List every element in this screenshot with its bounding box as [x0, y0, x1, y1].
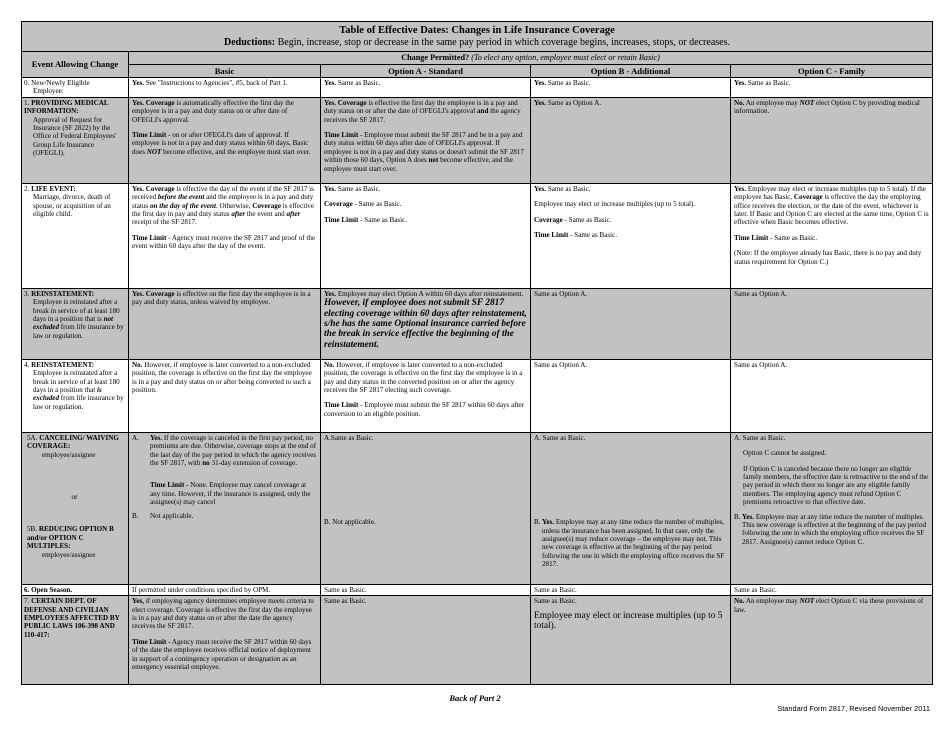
table-row [22, 97, 933, 183]
option-a-cell: A.Same as Basic. B. Not applicable. [321, 432, 531, 584]
table-row [22, 183, 933, 288]
header-basic: Basic [129, 65, 321, 78]
option-a-cell: Same as Basic. [321, 584, 531, 595]
event-cell: 0. New/Newly Eligible Employee: [22, 78, 129, 98]
table-row [22, 78, 933, 98]
basic-cell: If permitted under conditions specified by OPM. [129, 584, 321, 595]
basic-cell: A. Yes. If the coverage is canceled in the first pay period, no premiums are due. Otherwise, coverage stops at the end of the last day of the pay period in which the agency receives the SF 2817, with no 31-day extension of coverage. Time Limit - None. Employee may cancel coverage at any time. However, if the insurance is assigned, only the assignee(s) may cancel B. Not applicable. [129, 432, 321, 584]
basic-cell: Yes. Coverage is effective on the first day the employee is in a pay and duty status, unless waived by employee. [129, 288, 321, 359]
deductions-line: Deductions: Begin, increase, stop or decrease in the same pay period in which coverage begins, increases, stops, or decreases. [224, 37, 730, 48]
event-cell: 3. REINSTATEMENT: Employee is reinstated after a break in service of at least 180 days in a position that is not excluded from life insurance by law or regulation. [22, 288, 129, 359]
option-c-cell: Same as Option A. [731, 359, 933, 432]
header-option-b: Option B - Additional [531, 65, 731, 78]
event-cell: 4. REINSTATEMENT: Employee is reinstated after a break in service of at least 180 days in a position that is excluded from life insurance by law or regulation. [22, 359, 129, 432]
option-a-cell: No. However, if employee is later converted to a non-excluded position, the coverage is effective on the first day the employee is in a pay and duty status in the converted position on or after the agency receives the SF 2817 electing such coverage. Time Limit - Employee must submit the SF 2817 within 60 days after conversion to an eligible position. [321, 359, 531, 432]
option-c-cell: A. Same as Basic. Option C cannot be assigned. If Option C is canceled because there no longer are eligible family members, the effective date is retroactive to the end of the pay period in which there no longer are any eligible family members. The employing agency must refund Option C premiums retroactive to that effective date. B. Yes. Employee may at any time reduce the number of multiples. This new coverage is effective at the beginning of the pay period following the one in which the employing office receives the SF 2817. Assignee(s) cannot reduce Option C. [731, 432, 933, 584]
basic-cell: Yes. Coverage is automatically effective the first day the employee is in a pay and duty status on or after date of OFEGLI's approval. Time Limit - on or after OFEGLI's date of approval. If employee is not in a pay and duty status within 60 days, Basic does NOT become effective, and the employee must start over. [129, 97, 321, 183]
option-c-cell: Same as Basic. [731, 584, 933, 595]
option-c-cell: No. An employee may NOT elect Option C via these provisions of law. [731, 596, 933, 685]
option-a-cell: Yes. Same as Basic. Coverage - Same as Basic. Time Limit - Same as Basic. [321, 183, 531, 288]
table-row [22, 288, 933, 359]
option-b-cell: Yes. Same as Basic. [531, 78, 731, 98]
option-b-cell: Yes. Same as Basic. Employee may elect or increase multiples (up to 5 total). Coverage - Same as Basic. Time Limit - Same as Basic. [531, 183, 731, 288]
option-a-cell: Yes. Employee may elect Option A within 60 days after reinstatement. However, if employee does not submit SF 2817 electing coverage within 60 days after reinstatement, s/he has the same Optional insurance carried before the break in service effective the beginning of the reinstatement. [321, 288, 531, 359]
event-cell: 5A. CANCELING/ WAIVING COVERAGE: employee/assignee or 5B. REDUCING OPTION B and/or OPTION C MULTIPLES: employee/assignee [22, 432, 129, 584]
option-a-cell: Same as Basic. [321, 596, 531, 685]
option-c-cell: Yes. Same as Basic. [731, 78, 933, 98]
effective-dates-table [21, 21, 933, 685]
basic-cell: Yes. Coverage is effective the day of the event if the SF 2817 is received before the event and the employee is in a pay and duty status on the day of the event. Otherwise, Coverage is effective the first day in pay and duty status after the event and after receipt of the SF 2817. Time Limit - Agency must receive the SF 2817 and proof of the event within 60 days after the day of the event. [129, 183, 321, 288]
table-title-block [22, 22, 933, 52]
option-a-cell: Yes. Coverage is effective the first day the employee is in a pay and duty status on or after the date of OFEGLI's approval and the agency receives the SF 2817. Time Limit - Employee must submit the SF 2817 and be in a pay and duty status within 60 days after date of OFEGLI's approval. If employee is not in a pay and duty status or doesn't submit the SF 2817 within those 60 days, Option A does not become effective, and the employee must start over. [321, 97, 531, 183]
option-b-cell: Same as Basic. [531, 584, 731, 595]
event-cell: 1. PROVIDING MEDICAL INFORMATION: Approval of Request for Insurance (SF 2822) by the Office of Federal Employees' Group Life Insurance (OFEGLI). [22, 97, 129, 183]
table-row [22, 596, 933, 685]
basic-cell: Yes. See "Instructions to Agencies", #5, back of Part 1. [129, 78, 321, 98]
header-option-c: Option C - Family [731, 65, 933, 78]
option-c-cell: Yes. Employee may elect or increase multiples (up to 5 total). If the employee has Basic, Coverage is effective the day the employing office receives the election, or the date of the event, whichever is later. If Basic and Option C are elected at the same time, Option C is effective when Basic becomes effective. Time Limit - Same as Basic. (Note: If the employee already has Basic, there is no pay and duty status requirement for Option C.) [731, 183, 933, 288]
option-a-cell: Yes. Same as Basic. [321, 78, 531, 98]
basic-cell: No. However, if employee is later converted to a non-excluded position, the coverage is effective on the first day the employee is in a pay and duty status on or after being converted to such a position. [129, 359, 321, 432]
effective-dates-table-sheet [21, 21, 932, 685]
basic-cell: Yes, if employing agency determines employee meets criteria to elect coverage. Coverage is effective the first day the employee is in a pay and duty status on or after the date the agency receives the SF 2817. Time Limit - Agency must receive the SF 2817 within 60 days of the date the employee receives official notice of deployment in support of a contingency operation or designation as an emergency essential employee. [129, 596, 321, 685]
option-c-cell: No. An employee may NOT elect Option C by providing medical information. [731, 97, 933, 183]
event-cell: 2. LIFE EVENT: Marriage, divorce, death of spouse, or acquisition of an eligible child. [22, 183, 129, 288]
event-cell: 7. CERTAIN DEPT. OF DEFENSE AND CIVILIAN EMPLOYEES AFFECTED BY PUBLIC LAWS 106-398 AND 110-417: [22, 596, 129, 685]
table-row [22, 584, 933, 595]
page-footer-center: Back of Part 2 [449, 693, 501, 703]
form-number-footer: Standard Form 2817, Revised November 2011 [777, 704, 930, 713]
table-title: Table of Effective Dates: Changes in Life Insurance Coverage [339, 25, 615, 36]
option-b-cell: Same as Option A. [531, 288, 731, 359]
header-event: Event Allowing Change [22, 52, 129, 78]
option-b-cell: Yes. Same as Option A. [531, 97, 731, 183]
table-row [22, 432, 933, 584]
option-b-cell: Same as Option A. [531, 359, 731, 432]
header-option-a: Option A - Standard [321, 65, 531, 78]
header-permitted: Change Permitted? (To elect any option, employee must elect or retain Basic) [129, 52, 933, 65]
option-c-cell: Same as Option A. [731, 288, 933, 359]
event-cell: 6. Open Season. [22, 584, 129, 595]
table-row [22, 359, 933, 432]
option-b-cell: Same as Basic. Employee may elect or increase multiples (up to 5 total). [531, 596, 731, 685]
option-b-cell: A. Same as Basic. B. Yes. Employee may at any time reduce the number of multiples, unless the insurance has been assigned. In that case, only the assignee(s) may reduce coverage – the employee may not. This new coverage is effective at the beginning of the pay period following the one in which the employing office receives the SF 2817. [531, 432, 731, 584]
